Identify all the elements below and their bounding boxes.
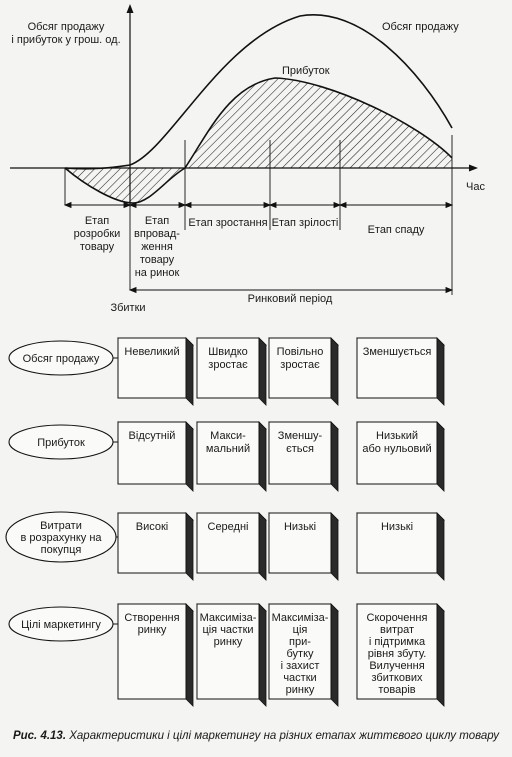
figure-caption	[0, 730, 512, 742]
stage-introduction-line2: впровад-	[134, 228, 180, 240]
cell-text: і підтримка	[368, 636, 426, 648]
cell-text: ринку	[137, 624, 167, 636]
figure-number: Рис. 4.13.	[12, 730, 67, 742]
cell-text: бутку	[286, 648, 314, 660]
cell-text: витрат	[379, 624, 415, 636]
cell-text: зростає	[280, 359, 320, 371]
row-1	[9, 338, 444, 405]
cell-text: Скорочення	[366, 612, 428, 624]
x-axis-arrow	[469, 165, 478, 172]
cell-text: ція	[292, 624, 308, 636]
loss-label: Збитки	[110, 302, 146, 314]
cell-text: Максиміза-	[271, 612, 329, 624]
cell-text: Низький	[376, 430, 418, 442]
cell-text: ється	[286, 443, 314, 455]
cell-text: Створення	[124, 612, 180, 624]
cell-text: Низькі	[283, 521, 317, 533]
cell-box	[197, 422, 266, 491]
cell-text: рівня збуту.	[367, 648, 427, 660]
row-label-text: Цілі маркетингу	[21, 619, 101, 631]
cell-text: частки	[283, 672, 317, 684]
stage-introduction-line4: товару	[139, 254, 175, 266]
cell-text: товарів	[378, 684, 416, 696]
cell-box	[197, 338, 266, 405]
row-label-text: покупця	[40, 544, 82, 556]
cell-text: мальний	[205, 443, 251, 455]
cell-text: Максиміза-	[199, 612, 257, 624]
cell-box	[357, 338, 444, 405]
stage-maturity: Етап зрілості	[271, 217, 339, 229]
sales-curve-label: Обсяг продажу	[382, 21, 459, 33]
cell-box	[197, 513, 266, 580]
y-axis-label-line1: Обсяг продажу	[27, 21, 105, 33]
cell-text: Макси-	[210, 430, 246, 442]
cell-box	[118, 604, 193, 706]
profit-curve-label: Прибуток	[282, 65, 330, 77]
cell-box	[357, 604, 444, 706]
stage-development-line3: товару	[79, 241, 115, 253]
cell-text: Вилучення	[369, 660, 425, 672]
cell-box	[269, 604, 338, 706]
row-label-text: в розрахунку на	[20, 532, 102, 544]
cell-box	[269, 422, 338, 491]
cell-text: Високі	[135, 521, 169, 533]
figure-caption-text: Характеристики і цілі маркетингу на різних етапах життєвого циклу товару	[69, 730, 500, 742]
stage-introduction-line5: на ринок	[134, 267, 180, 279]
cell-text: Зменшу-	[277, 430, 323, 442]
row-label-text: Витрати	[40, 520, 82, 532]
stage-growth: Етап зростання	[188, 217, 268, 229]
stage-arrows	[65, 203, 452, 208]
cell-text: і захист	[280, 660, 320, 672]
stage-development-line2: розробки	[73, 228, 121, 240]
cell-box	[118, 513, 193, 580]
stage-introduction-line1: Етап	[144, 215, 170, 227]
profit-area	[65, 78, 452, 203]
y-axis-label-line2: і прибуток у грош. од.	[11, 34, 121, 46]
cell-text: ринку	[285, 684, 315, 696]
cell-text: Відсутній	[128, 430, 176, 442]
time-axis-label: Час	[466, 181, 485, 193]
cell-text: зростає	[208, 359, 248, 371]
row-label-text: Прибуток	[37, 437, 85, 449]
stage-development-line1: Етап	[84, 215, 110, 227]
cell-box	[197, 604, 266, 706]
market-period-label: Ринковий період	[247, 293, 333, 305]
cell-box	[118, 338, 193, 405]
row-4	[9, 604, 444, 706]
market-period-arrow	[130, 288, 452, 293]
cell-box	[269, 513, 338, 580]
cell-text: Низькі	[380, 521, 414, 533]
cell-box	[118, 422, 193, 491]
characteristics-table	[6, 338, 444, 706]
row-3	[6, 512, 444, 580]
y-axis-arrow	[127, 4, 134, 13]
cell-text: Повільно	[276, 346, 324, 358]
cell-box	[357, 422, 444, 491]
row-label-text: Обсяг продажу	[22, 353, 100, 365]
cell-text: Швидко	[208, 346, 248, 358]
stage-decline: Етап спаду	[367, 224, 425, 236]
life-cycle-chart	[10, 4, 485, 314]
cell-text: або нульовий	[362, 443, 432, 455]
stage-introduction-line3: ження	[141, 241, 173, 253]
cell-text: при-	[289, 636, 311, 648]
cell-text: Зменшується	[362, 346, 432, 358]
stage-introduction	[134, 215, 180, 279]
cell-box	[357, 513, 444, 580]
stage-development	[74, 215, 121, 253]
cell-text: збиткових	[371, 672, 423, 684]
cell-box	[269, 338, 338, 405]
cell-text: Невеликий	[124, 346, 180, 358]
cell-text: Середні	[207, 521, 249, 533]
cell-text: ринку	[213, 636, 243, 648]
cell-text: ція частки	[202, 624, 254, 636]
row-2	[9, 422, 444, 491]
